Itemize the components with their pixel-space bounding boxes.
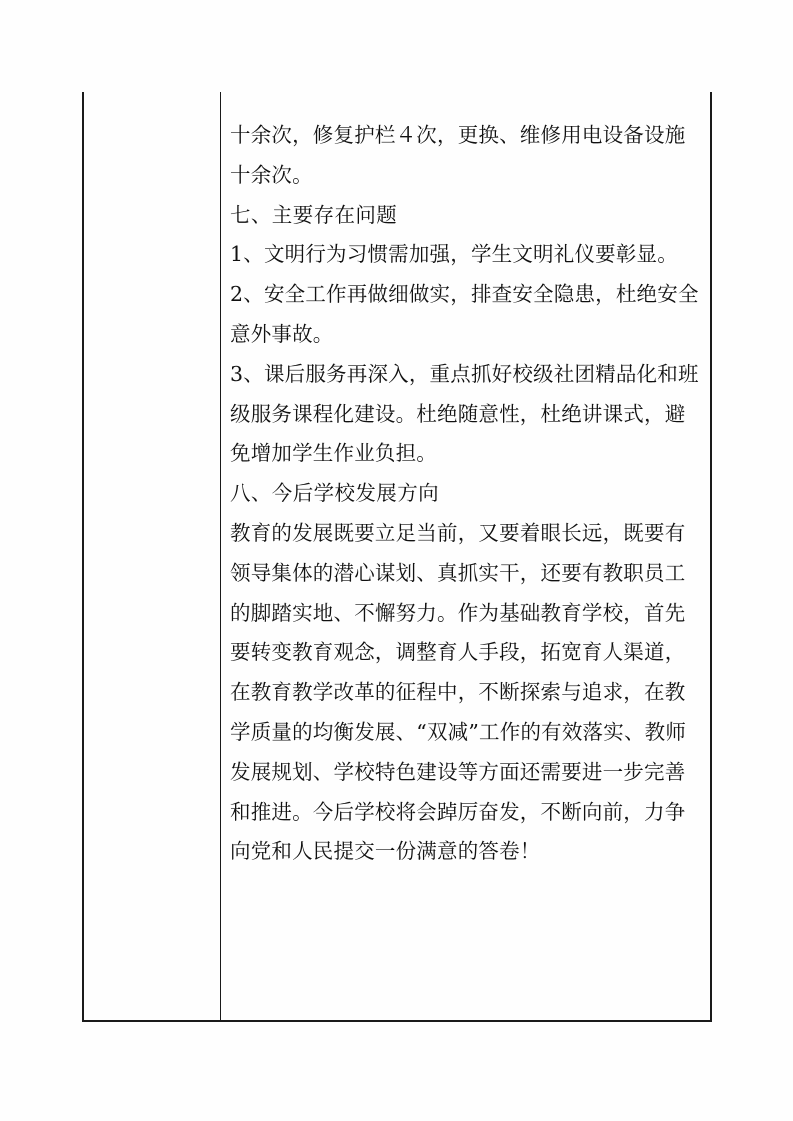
report-table: [82, 92, 712, 1022]
problem-item-1: 1、文明行为习惯需加强，学生文明礼仪要彰显。: [230, 242, 678, 267]
problem-item-3: 3、课后服务再深入，重点抓好校级社团精品化和班: [230, 361, 699, 386]
table-label-cell: [84, 92, 221, 1020]
body-line: 十余次，修复护栏４次，更换、维修用电设备设施: [230, 123, 686, 147]
body-line: 的脚踏实地、不懈努力。作为基础教育学校，首先: [230, 600, 686, 625]
body-line: 要转变教育观念，调整育人手段，拓宽育人渠道，: [230, 640, 686, 665]
body-line: 和推进。今后学校将会踔厉奋发，不断向前，力争: [230, 799, 686, 824]
problem-item-2: 2、安全工作再做细做实，排查安全隐患，杜绝安全: [230, 282, 699, 307]
body-line: 学质量的均衡发展、“双减”工作的有效落实、教师: [230, 719, 687, 744]
body-line: 领导集体的潜心谋划、真抓实干，还要有教职员工: [230, 560, 686, 585]
section-heading-problems: 七、主要存在问题: [230, 202, 398, 227]
body-line: 教育的发展既要立足当前，又要着眼长远，既要有: [230, 520, 686, 545]
section-heading-direction: 八、今后学校发展方向: [230, 481, 439, 506]
body-line: 意外事故。: [230, 321, 334, 346]
body-line: 在教育教学改革的征程中，不断探索与追求，在教: [230, 680, 686, 705]
body-line: 级服务课程化建设。杜绝随意性，杜绝讲课式，避: [230, 401, 686, 426]
body-line: 十余次。: [230, 162, 313, 187]
report-body: [230, 116, 705, 872]
body-line: 发展规划、学校特色建设等方面还需要进一步完善: [230, 759, 686, 784]
body-line: 免增加学生作业负担。: [230, 441, 437, 466]
body-line: 向党和人民提交一份满意的答卷！: [230, 839, 541, 864]
